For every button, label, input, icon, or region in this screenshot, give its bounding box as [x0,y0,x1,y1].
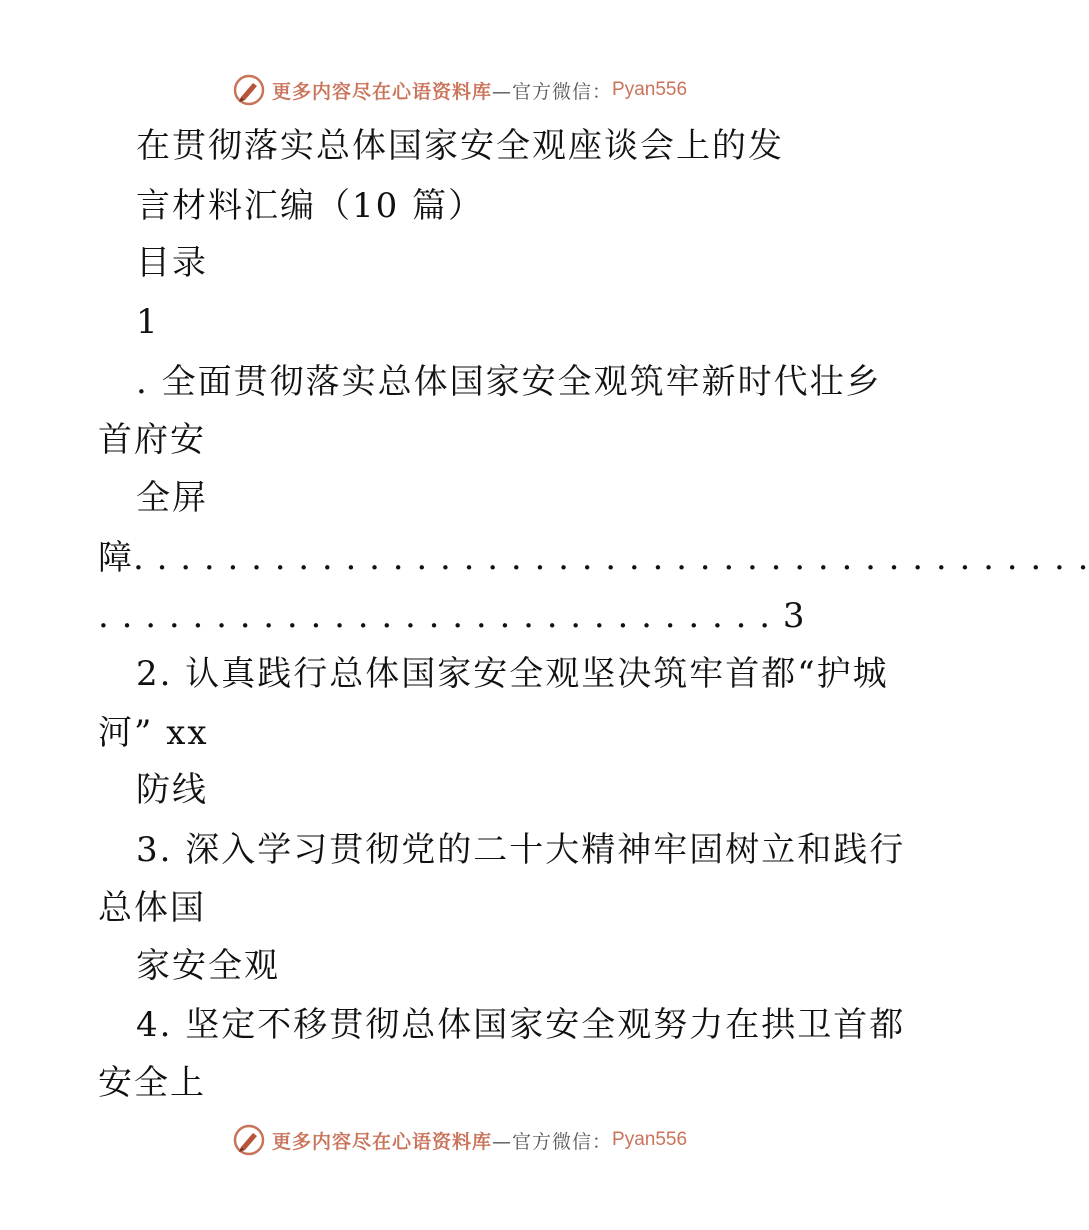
watermark-separator: —官方微信： [492,1130,613,1153]
toc-item-1-line-4: 障. . . . . . . . . . . . . . . . . . . . . . . . . . . . . . . . . . . . . . . . . [98,538,1089,578]
watermark-text: 更多内容尽在心语资料库 [272,1130,493,1153]
toc-item-3-line-3: 家安全观 [136,946,280,986]
toc-item-2-line-2: 河” xx [98,713,209,753]
toc-heading: 目录 [136,243,208,283]
watermark-text: 更多内容尽在心语资料库 [272,80,493,103]
toc-item-3-line-2: 总体国 [98,888,206,928]
toc-item-1-line-3: 全屏 [136,478,208,518]
footer-watermark [232,1120,687,1160]
toc-item-1-page-number: . . . . . . . . . . . . . . . . . . . . . . . . . . . . . 3 [98,596,806,636]
toc-item-4-line-1: 4. 坚定不移贯彻总体国家安全观努力在拱卫首都 [136,1005,906,1045]
watermark-wechat-id: Pyan556 [612,1129,688,1150]
watermark-wechat-id: Pyan556 [612,79,688,100]
pen-logo-icon [232,73,266,107]
header-watermark [232,70,687,110]
pen-logo-icon [232,1123,266,1157]
document-title-line-1: 在贯彻落实总体国家安全观座谈会上的发 [136,126,784,166]
toc-item-1-line-2: 首府安 [98,420,206,460]
toc-item-4-line-2: 安全上 [98,1063,206,1103]
toc-item-3-line-1: 3. 深入学习贯彻党的二十大精神牢固树立和践行 [136,830,906,870]
toc-item-1-line-1: . 全面贯彻落实总体国家安全观筑牢新时代壮乡 [136,362,882,402]
watermark-separator: —官方微信： [492,80,613,103]
document-title-line-2: 言材料汇编（10 篇） [136,186,485,226]
toc-item-2-line-1: 2. 认真践行总体国家安全观坚决筑牢首都“护城 [136,654,889,694]
toc-item-1-number: 1 [136,302,160,342]
toc-item-2-line-3: 防线 [136,770,208,810]
